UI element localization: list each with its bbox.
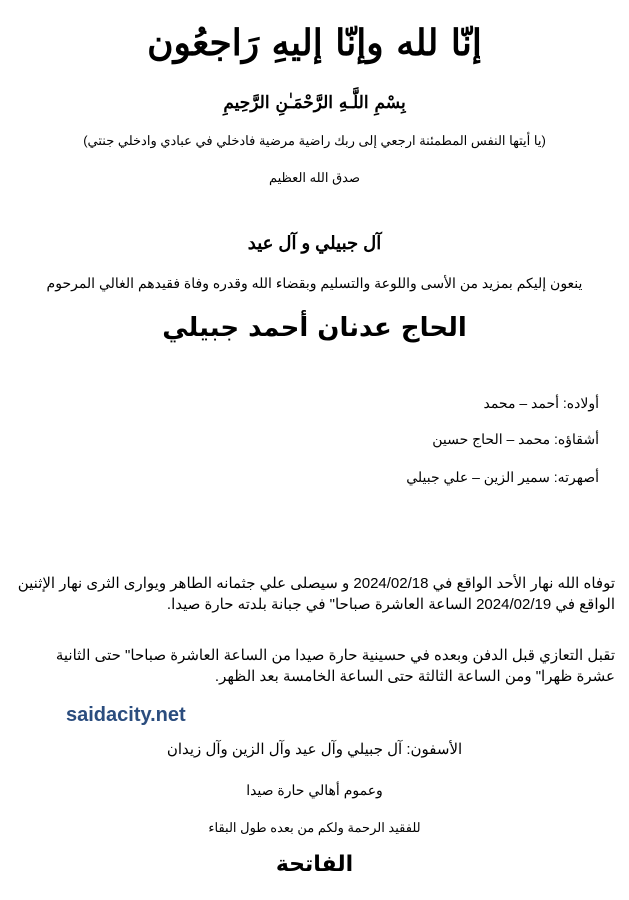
verse-closing: صدق الله العظيم	[268, 170, 361, 185]
kin-inlaws: أصهرته: سمير الزين – علي جبيلي	[406, 469, 599, 485]
mourners-line: الأسفون: آل جبيلي وآل عيد وآل الزين وآل زيدان	[166, 741, 463, 758]
quran-header: إنّا لله وإنّا إليهِ رَاجعُون	[147, 22, 482, 64]
kin-sons: أولاده: أحمد – محمد	[483, 395, 599, 411]
announcement-intro: ينعون إليكم بمزيد من الأسى واللوعة والتسليم وبقضاء الله وقدره وفاة فقيدهم الغالي المرحوم	[46, 275, 583, 291]
fatiha-footer: الفاتحة	[275, 852, 354, 877]
deceased-name: الحاج عدنان أحمد جبيلي	[162, 313, 467, 343]
basmala: بِسْمِ اللَّـهِ الرَّحْمَـٰنِ الرَّحِيمِ	[223, 93, 406, 113]
mercy-line: للفقيد الرحمة ولكم من بعده طول البقاء	[208, 820, 421, 835]
quran-verse: (يا أيتها النفس المطمئنة ارجعي إلى ربك راضية مرضية فادخلي في عبادي وادخلي جنتي)	[83, 133, 546, 148]
site-watermark: saidacity.net	[66, 704, 186, 726]
kin-brothers: أشقاؤه: محمد – الحاج حسين	[432, 431, 599, 447]
families-heading: آل جبيلي و آل عيد	[247, 233, 382, 253]
burial-details: توفاه الله نهار الأحد الواقع في 2024/02/18 و سيصلى علي جثمانه الطاهر ويوارى الثرى نهار الإثنين الواقع في 2024/02/19 الساعة العاشرة صباحا" في جبانة بلدته حارة صيدا.	[17, 575, 615, 613]
condolences-details: تقبل التعازي قبل الدفن وبعده في حسينية حارة صيدا من الساعة العاشرة صباحا" حتى الثانية عشرة ظهرا" ومن الساعة الثالثة حتى الساعة الخامسة بعد الظهر.	[55, 647, 615, 685]
public-line: وعموم أهالي حارة صيدا	[246, 782, 383, 798]
